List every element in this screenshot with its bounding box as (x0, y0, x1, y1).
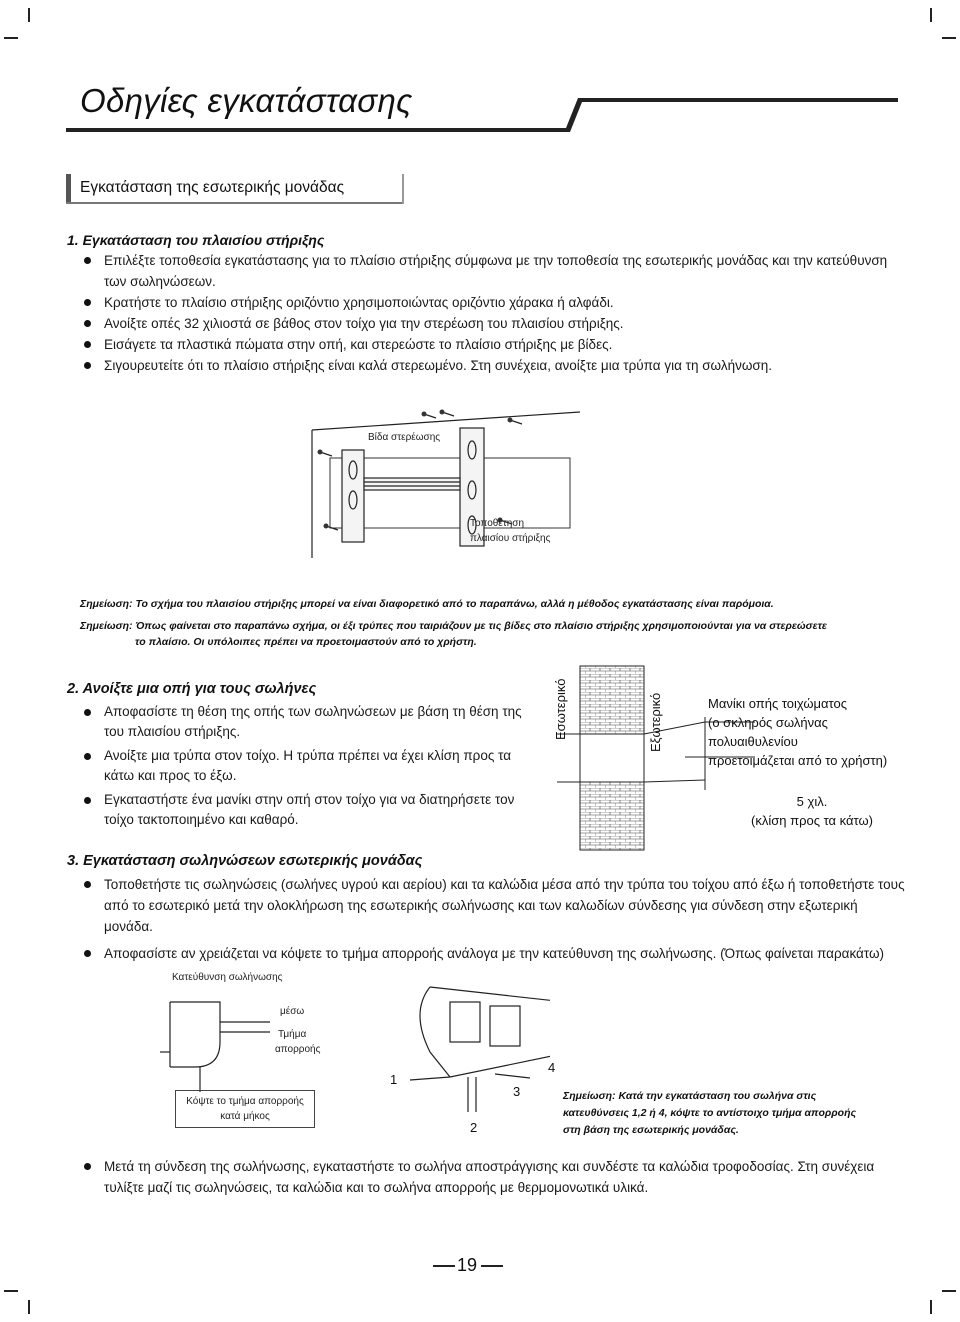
direction-number: 3 (513, 1084, 521, 1099)
crop-mark (942, 37, 956, 39)
list-item: Εισάγετε τα πλαστικά πώματα στην οπή, και στερεώστε το πλαίσιο στήριξης με βίδες. (80, 334, 910, 355)
list-item: Αποφασίστε αν χρειάζεται να κόψετε το τμήμα απορροής ανάλογα με την κατεύθυνση της σωλήνωσης. (Όπως φαίνεται παρακάτω) (80, 943, 910, 964)
note-line: Σημείωση: Κατά την εγκατάσταση του σωλήνα στις (563, 1090, 817, 1102)
crop-mark (4, 37, 18, 39)
step3-heading: 3. Εγκατάσταση σωληνώσεων εσωτερικής μονάδας (67, 853, 423, 869)
crop-mark (930, 8, 932, 22)
pipe-direction-label: Κατεύθυνση σωλήνωσης (172, 972, 283, 983)
step2-heading: 2. Ανοίξτε μια οπή για τους σωλήνες (67, 681, 317, 697)
drain-part-line2: απορροής (275, 1044, 321, 1055)
step3-final-list (80, 1156, 910, 1204)
crop-mark (4, 1290, 18, 1292)
list-item: Σιγουρευτείτε ότι το πλαίσιο στήριξης είναι καλά στερεωμένο. Στη συνέχεια, ανοίξτε μια τρύπα για τη σωλήνωση. (80, 355, 910, 376)
step1-note2-line2: το πλαίσιο. Οι υπόλοιπες πρέπει να προετοιμαστούν από το χρήστη. (135, 636, 477, 648)
bracket-label-line1: Τοποθέτηση (470, 518, 525, 529)
drain-part-line1: Τμήμα (278, 1029, 307, 1040)
direction-number: 1 (390, 1072, 398, 1087)
step3-note (563, 1088, 893, 1139)
crop-mark (28, 8, 30, 22)
step1-note2-line1: Σημείωση: Όπως φαίνεται στο παραπάνω σχήμα, οι έξι τρύπες που ταιριάζουν με τις βίδες στο πλαίσιο στήριξης χρησιμοποιούνται για να στερεώσετε (80, 620, 827, 632)
list-item: Τοποθετήστε τις σωληνώσεις (σωλήνες υγρού και αερίου) και τα καλώδια μέσα από την τρύπα του τοίχου από έξω ή τοποθετήστε τους από το εσωτερικό μετά την ολοκλήρωση της εσωτερικής σωλήνωσης και των καλωδίων σύνδεσης για σύνδεση στην εξωτερική μονάδα. (80, 874, 910, 937)
sleeve-label (708, 694, 908, 770)
note-line: στη βάση της εσωτερικής μονάδας. (563, 1124, 739, 1136)
crop-mark (942, 1290, 956, 1292)
slope-label (732, 792, 892, 830)
title-rule (66, 96, 898, 136)
note-line: κατευθύνσεις 1,2 ή 4, κόψτε το αντίστοιχο τμήμα απορροής (563, 1107, 857, 1119)
list-item: Επιλέξτε τοποθεσία εγκατάστασης για το πλαίσιο στήριξης σύμφωνα με την τοποθεσία της εσωτερικής μονάδας και την κατεύθυνση των σωληνώσεων. (80, 250, 910, 292)
list-item: Κρατήστε το πλαίσιο στήριξης οριζόντιο χρησιμοποιώντας οριζόντιο χάρακα ή αλφάδι. (80, 292, 910, 313)
cut-label-line1: Κόψτε το τμήμα απορροής (186, 1096, 304, 1107)
middle-label: μέσω (280, 1006, 305, 1017)
step1-heading: 1. Εγκατάσταση του πλαισίου στήριξης (67, 232, 325, 248)
step1-note1: Σημείωση: Το σχήμα του πλαισίου στήριξης μπορεί να είναι διαφορετικό από το παραπάνω, αλλά η μέθοδος εγκατάστασης είναι παρόμοια. (80, 598, 774, 610)
step2-list (80, 702, 535, 834)
sleeve-line: πολυαιθυλενίου (708, 734, 798, 749)
page-title: Οδηγίες εγκατάστασης (80, 82, 413, 119)
page-number-rule-right (481, 1265, 503, 1267)
direction-number: 2 (470, 1120, 478, 1135)
list-item: Εγκαταστήστε ένα μανίκι στην οπή στον τοίχο για να διατηρήσετε τον τοίχο τακτοποιημένο και καθαρό. (80, 790, 535, 830)
section-title: Εγκατάσταση της εσωτερικής μονάδας (80, 179, 345, 196)
list-item: Μετά τη σύνδεση της σωλήνωσης, εγκαταστήστε το σωλήνα αποστράγγισης και συνδέστε τα καλώδια τροφοδοσίας. Στη συνέχεια τυλίξτε μαζί τις σωληνώσεις, τα καλώδια και το σωλήνα απορροής με θερμομονωτικά υλικά. (80, 1156, 910, 1198)
step3-list (80, 874, 910, 970)
slope-line: 5 χιλ. (796, 794, 828, 809)
direction-number: 4 (548, 1060, 556, 1075)
bracket-label-line2: πλαισίου στήριξης (470, 533, 551, 544)
crop-mark (930, 1300, 932, 1314)
list-item: Ανοίξτε οπές 32 χιλιοστά σε βάθος στον τοίχο για την στερέωση του πλαισίου στήριξης. (80, 313, 910, 334)
screw-label: Βίδα στερέωσης (368, 432, 441, 443)
crop-mark (28, 1300, 30, 1314)
list-item: Αποφασίστε τη θέση της οπής των σωληνώσεων με βάση τη θέση της του πλαισίου στήριξης. (80, 702, 535, 742)
list-item: Ανοίξτε μια τρύπα στον τοίχο. Η τρύπα πρέπει να έχει κλίση προς τα κάτω και προς το έξω. (80, 746, 535, 786)
step1-list (80, 250, 910, 376)
cut-label-line2: κατά μήκος (220, 1111, 270, 1122)
sleeve-line: (ο σκληρός σωλήνας (708, 715, 828, 730)
sleeve-line: προετοιμάζεται από το χρήστη) (708, 753, 888, 768)
section-header (66, 174, 404, 204)
sleeve-line: Μανίκι οπής τοιχώματος (708, 696, 848, 711)
page-number-rule-left (433, 1265, 455, 1267)
slope-line: (κλίση προς τα κάτω) (751, 813, 873, 828)
mounting-plate-figure (300, 400, 600, 560)
page-number: 19 (457, 1255, 478, 1275)
